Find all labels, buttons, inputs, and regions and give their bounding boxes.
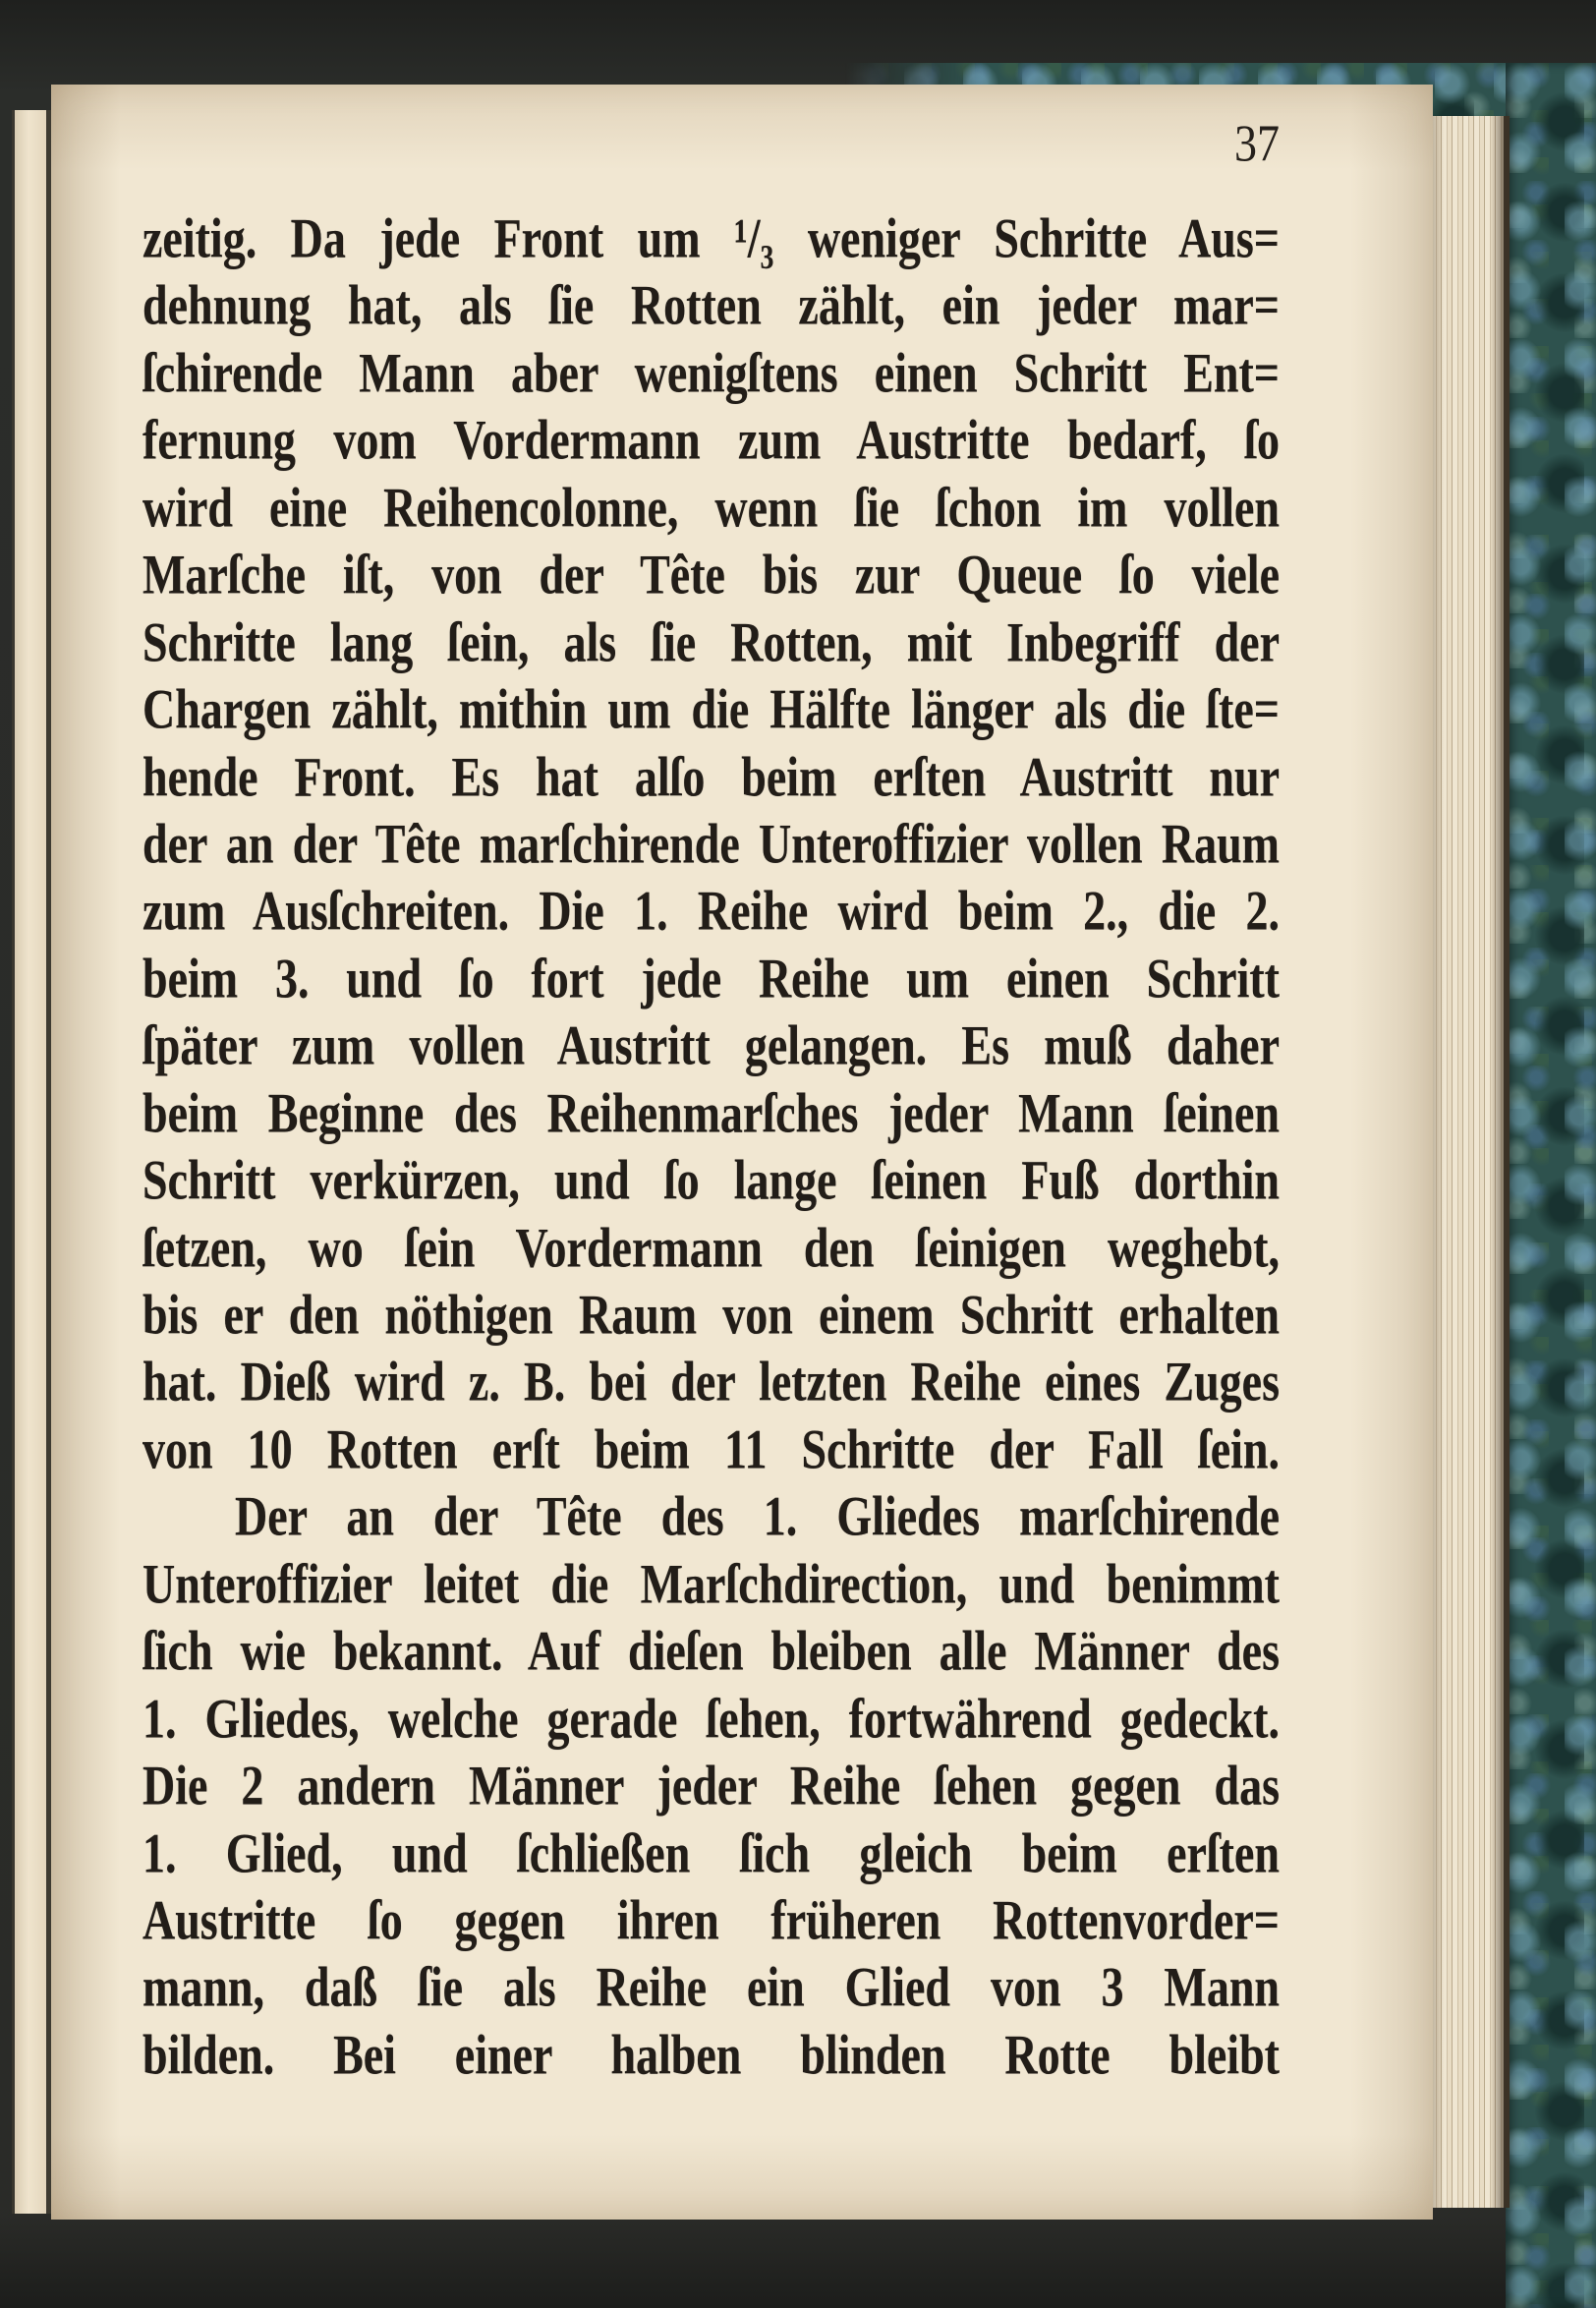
- text-line: mann, daß ſie als Reihe ein Glied von 3 Mann: [142, 1955, 1280, 2019]
- text-line: 1. Gliedes, welche gerade ſehen, fortwährend gedeckt.: [142, 1687, 1280, 1750]
- text-line: 1. Glied, und ſchließen ſich gleich beim erſten: [142, 1820, 1280, 1884]
- text-line: ſchirende Mann aber wenigſtens einen Schritt Ent=: [142, 341, 1280, 405]
- text-line: beim 3. und ſo fort jede Reihe um einen Schritt: [142, 947, 1280, 1010]
- page-stack-edge: [1431, 116, 1510, 2208]
- text-line: zeitig. Da jede Front um ¹/₃ weniger Schritte Aus=: [142, 206, 1280, 270]
- text-line: Marſche iſt, von der Tête bis zur Queue ſo viele: [142, 543, 1280, 606]
- text-line: ſich wie bekannt. Auf dieſen bleiben alle Männer des: [142, 1619, 1280, 1683]
- text-line: Austritte ſo gegen ihren früheren Rottenvorder=: [142, 1888, 1280, 1952]
- text-line: bilden. Bei einer halben blinden Rotte bleibt: [142, 2023, 1280, 2087]
- text-line: dehnung hat, als ſie Rotten zählt, ein jeder mar=: [142, 273, 1280, 337]
- text-line: von 10 Rotten erſt beim 11 Schritte der Fall ſein.: [142, 1417, 1280, 1481]
- paragraph-start-line: Der an der Tête des 1. Gliedes marſchirende: [235, 1484, 1280, 1548]
- page-number: 37: [1234, 114, 1280, 172]
- text-line: bis er den nöthigen Raum von einem Schritt erhalten: [142, 1283, 1280, 1347]
- text-line: hat. Dieß wird z. B. bei der letzten Reihe eines Zuges: [142, 1350, 1280, 1414]
- text-line: der an der Tête marſchirende Unteroffizier vollen Raum: [142, 812, 1280, 876]
- text-line: ſetzen, wo ſein Vordermann den ſeinigen weghebt,: [142, 1216, 1280, 1279]
- text-line: Schritte lang ſein, als ſie Rotten, mit Inbegriff der: [142, 610, 1280, 673]
- text-line: fernung vom Vordermann zum Austritte bedarf, ſo: [142, 408, 1280, 472]
- text-line: zum Ausſchreiten. Die 1. Reihe wird beim 2., die 2.: [142, 879, 1280, 943]
- book-cover: [1506, 63, 1596, 2308]
- text-line: Die 2 andern Männer jeder Reihe ſehen gegen das: [142, 1754, 1280, 1818]
- text-line: ſpäter zum vollen Austritt gelangen. Es muß daher: [142, 1013, 1280, 1077]
- facing-page-edge: [12, 110, 51, 2214]
- text-line: hende Front. Es hat alſo beim erſten Austritt nur: [142, 744, 1280, 808]
- text-line: Chargen zählt, mithin um die Hälfte länger als die ſte=: [142, 677, 1280, 741]
- text-line: Schritt verkürzen, und ſo lange ſeinen Fuß dorthin: [142, 1148, 1280, 1212]
- text-line: beim Beginne des Reihenmarſches jeder Mann ſeinen: [142, 1081, 1280, 1144]
- text-line: Unteroffizier leitet die Marſchdirection, und benimmt: [142, 1552, 1280, 1615]
- text-line: wird eine Reihencolonne, wenn ſie ſchon im vollen: [142, 476, 1280, 539]
- page-text: [142, 205, 1280, 2089]
